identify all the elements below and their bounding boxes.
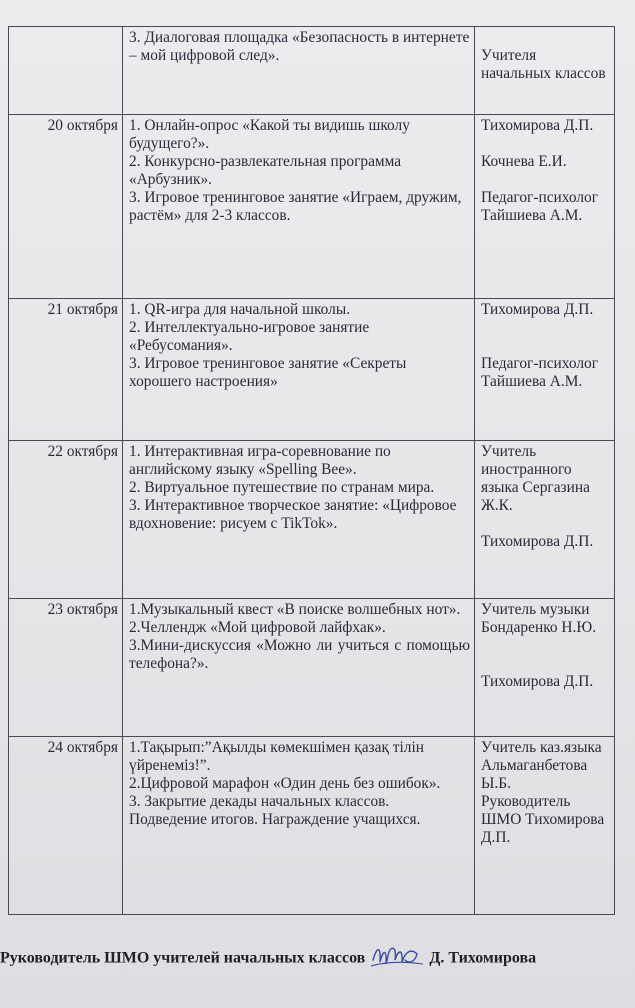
handwritten-signature <box>371 940 423 974</box>
row-responsible <box>475 299 615 441</box>
spacer <box>481 171 610 189</box>
event-item: 3.Мини-дискуссия «Можно ли учиться с помощью телефона?». <box>129 637 470 672</box>
responsible-person: Учитель иностранного языка Сергазина Ж.К. <box>481 443 590 514</box>
event-item: 3. Игровое тренинговое занятие «Играем, дружим, растём» для 2-3 классов. <box>129 189 462 224</box>
spacer <box>481 319 610 355</box>
event-item: 1. Интерактивная игра-соревнование по английскому языку «Spelling Bee». <box>129 443 391 478</box>
event-item: 2. Интеллектуально-игровое занятие «Ребусомания». <box>129 319 370 354</box>
spacer <box>481 29 610 47</box>
schedule-body <box>9 27 615 915</box>
spacer <box>481 515 610 533</box>
schedule-row <box>9 27 615 115</box>
responsible-person: Тихомирова Д.П. <box>481 301 594 318</box>
signature-image <box>371 946 423 972</box>
responsible-person: Тихомирова Д.П. <box>481 533 594 550</box>
event-item: 2. Виртуальное путешествие по странам мира. <box>129 479 435 496</box>
event-item: 1.Музыкальный квест «В поиске волшебных нот». <box>129 601 461 618</box>
row-date: 22 октября <box>9 441 123 599</box>
row-events <box>123 737 475 915</box>
row-events <box>123 27 475 115</box>
responsible-person: Учителя начальных классов <box>481 47 606 82</box>
row-date: 20 октября <box>9 115 123 299</box>
row-date: 23 октября <box>9 599 123 737</box>
row-events <box>123 599 475 737</box>
row-events <box>123 441 475 599</box>
footer-signature-line <box>0 946 635 972</box>
row-events <box>123 115 475 299</box>
row-date <box>9 27 123 115</box>
row-date: 24 октября <box>9 737 123 915</box>
responsible-person: Тихомирова Д.П. <box>481 117 594 134</box>
event-item: 3. Диалоговая площадка «Безопасность в интернете – мой цифровой след». <box>129 29 470 64</box>
responsible-person: Педагог-психолог Тайшиева А.М. <box>481 189 599 224</box>
schedule-row <box>9 599 615 737</box>
event-item: 3. Закрытие декады начальных классов. Подведение итогов. Награждение учащихся. <box>129 793 421 828</box>
schedule-row <box>9 737 615 915</box>
event-item: 2. Конкурсно-развлекательная программа «Арбузник». <box>129 153 402 188</box>
event-item: 2.Челлендж «Мой цифровой лайфхак». <box>129 619 386 636</box>
responsible-person: Педагог-психолог Тайшиева А.М. <box>481 355 599 390</box>
responsible-person: Учитель каз.языка Альмаганбетова Ы.Б. <box>481 739 602 792</box>
schedule-row <box>9 115 615 299</box>
schedule-row <box>9 441 615 599</box>
footer-signer-name: Д. Тихомирова <box>429 949 537 967</box>
row-events <box>123 299 475 441</box>
row-responsible <box>475 441 615 599</box>
responsible-person: Кочнева Е.И. <box>481 153 567 170</box>
event-item: 1. Онлайн-опрос «Какой ты видишь школу будущего?». <box>129 117 410 152</box>
event-item: 3. Интерактивное творческое занятие: «Цифровое вдохновение: рисуем с TikTok». <box>129 497 457 532</box>
event-item: 1.Тақырып:”Ақылды көмекшімен қазақ тілін үйренеміз!”. <box>129 739 424 774</box>
row-responsible <box>475 737 615 915</box>
event-item: 3. Игровое тренинговое занятие «Секреты хорошего настроения» <box>129 355 407 390</box>
event-item: 1. QR-игра для начальной школы. <box>129 301 351 318</box>
row-date: 21 октября <box>9 299 123 441</box>
responsible-person: Руководитель ШМО Тихомирова Д.П. <box>481 793 605 846</box>
spacer <box>481 135 610 153</box>
spacer <box>481 637 610 673</box>
event-item: 2.Цифровой марафон «Один день без ошибок». <box>129 775 441 792</box>
responsible-person: Учитель музыки Бондаренко Н.Ю. <box>481 601 597 636</box>
responsible-person: Тихомирова Д.П. <box>481 673 594 690</box>
row-responsible <box>475 115 615 299</box>
schedule-table <box>8 26 615 915</box>
schedule-row <box>9 299 615 441</box>
footer-position-text: Руководитель ШМО учителей начальных классов <box>0 949 366 967</box>
row-responsible <box>475 27 615 115</box>
row-responsible <box>475 599 615 737</box>
